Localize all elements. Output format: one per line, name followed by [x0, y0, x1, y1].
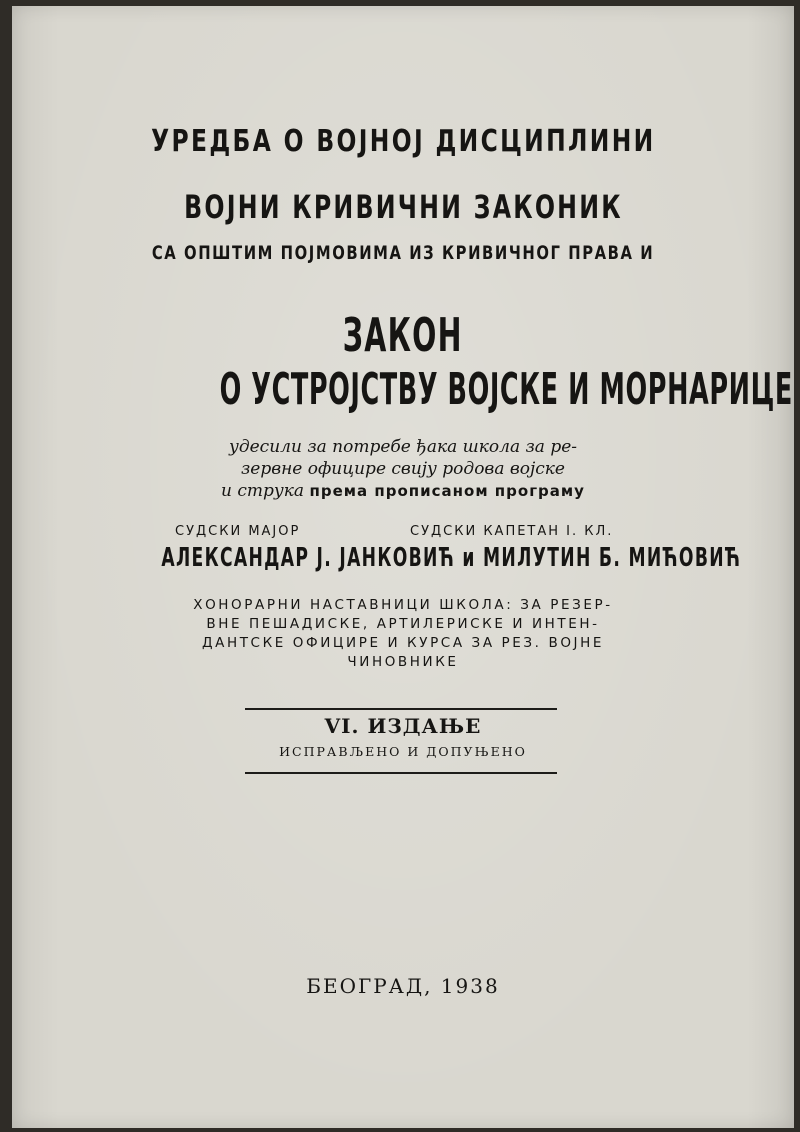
title-line-decree-text: УРЕДБА О ВОЈНОЈ ДИСЦИПЛИНИ — [150, 124, 656, 159]
honorary-row-4: ЧИНОВНИКЕ — [347, 654, 459, 670]
description-row-3-start: и струка — [221, 481, 305, 501]
description-row-2: зервне официре свију родова војске — [240, 459, 565, 479]
title-line-organization — [12, 364, 794, 415]
author-right-rank: СУДСКИ КАПЕТАН I. КЛ. — [410, 524, 614, 539]
title-line-decree — [12, 124, 794, 159]
imprint-place-year: БЕОГРАД, 1938 — [306, 974, 500, 998]
edition-note: ИСПРАВЉЕНО И ДОПУЊЕНО — [279, 744, 527, 759]
author-left-name: АЛЕКСАНДАР Ј. ЈАНКОВИЋ — [161, 543, 456, 573]
title-line-law-text: ЗАКОН — [343, 308, 463, 362]
edition-label: VI. ИЗДАЊЕ — [324, 714, 482, 738]
edition-rule-bottom — [245, 772, 557, 774]
edition-rule-top — [245, 708, 557, 710]
author-names-line — [161, 543, 741, 573]
subtitle-line-concepts — [12, 242, 794, 265]
honorary-row-3: ДАНТСКЕ ОФИЦИРЕ И КУРСА ЗА РЕЗ. ВОЈНЕ — [201, 635, 605, 651]
author-left-rank: СУДСКИ МАЈОР — [175, 524, 301, 539]
description-row-3 — [12, 480, 794, 502]
subtitle-line-concepts-text: СА ОПШТИМ ПОЈМОВИМА ИЗ КРИВИЧНОГ ПРАВА И — [151, 242, 655, 264]
author-right-name: МИЛУТИН Б. МИЋОВИЋ — [483, 543, 742, 573]
description-row-3-bold: према прописаном програму — [309, 482, 585, 500]
authors-block — [12, 524, 794, 584]
author-names — [12, 542, 794, 573]
title-page — [12, 6, 794, 1128]
description-paragraph — [12, 436, 794, 502]
title-line-organization-text: О УСТРОЈСТВУ ВОЈСКЕ И МОРНАРИЦЕ — [219, 364, 793, 415]
title-line-law — [12, 308, 794, 362]
title-line-code — [12, 188, 794, 226]
title-line-code-text: ВОЈНИ КРИВИЧНИ ЗАКОНИК — [183, 188, 623, 226]
author-conjunction: и — [462, 543, 476, 573]
description-row-1: удесили за потребе ђака школа за ре- — [228, 437, 578, 457]
honorary-row-2: ВНЕ ПЕШАДИСКЕ, АРТИЛЕРИСКЕ И ИНТЕН- — [206, 616, 600, 632]
honorary-row-1: ХОНОРАРНИ НАСТАВНИЦИ ШКОЛА: ЗА РЕЗЕР- — [193, 597, 613, 613]
honorary-teachers-note — [12, 596, 794, 672]
